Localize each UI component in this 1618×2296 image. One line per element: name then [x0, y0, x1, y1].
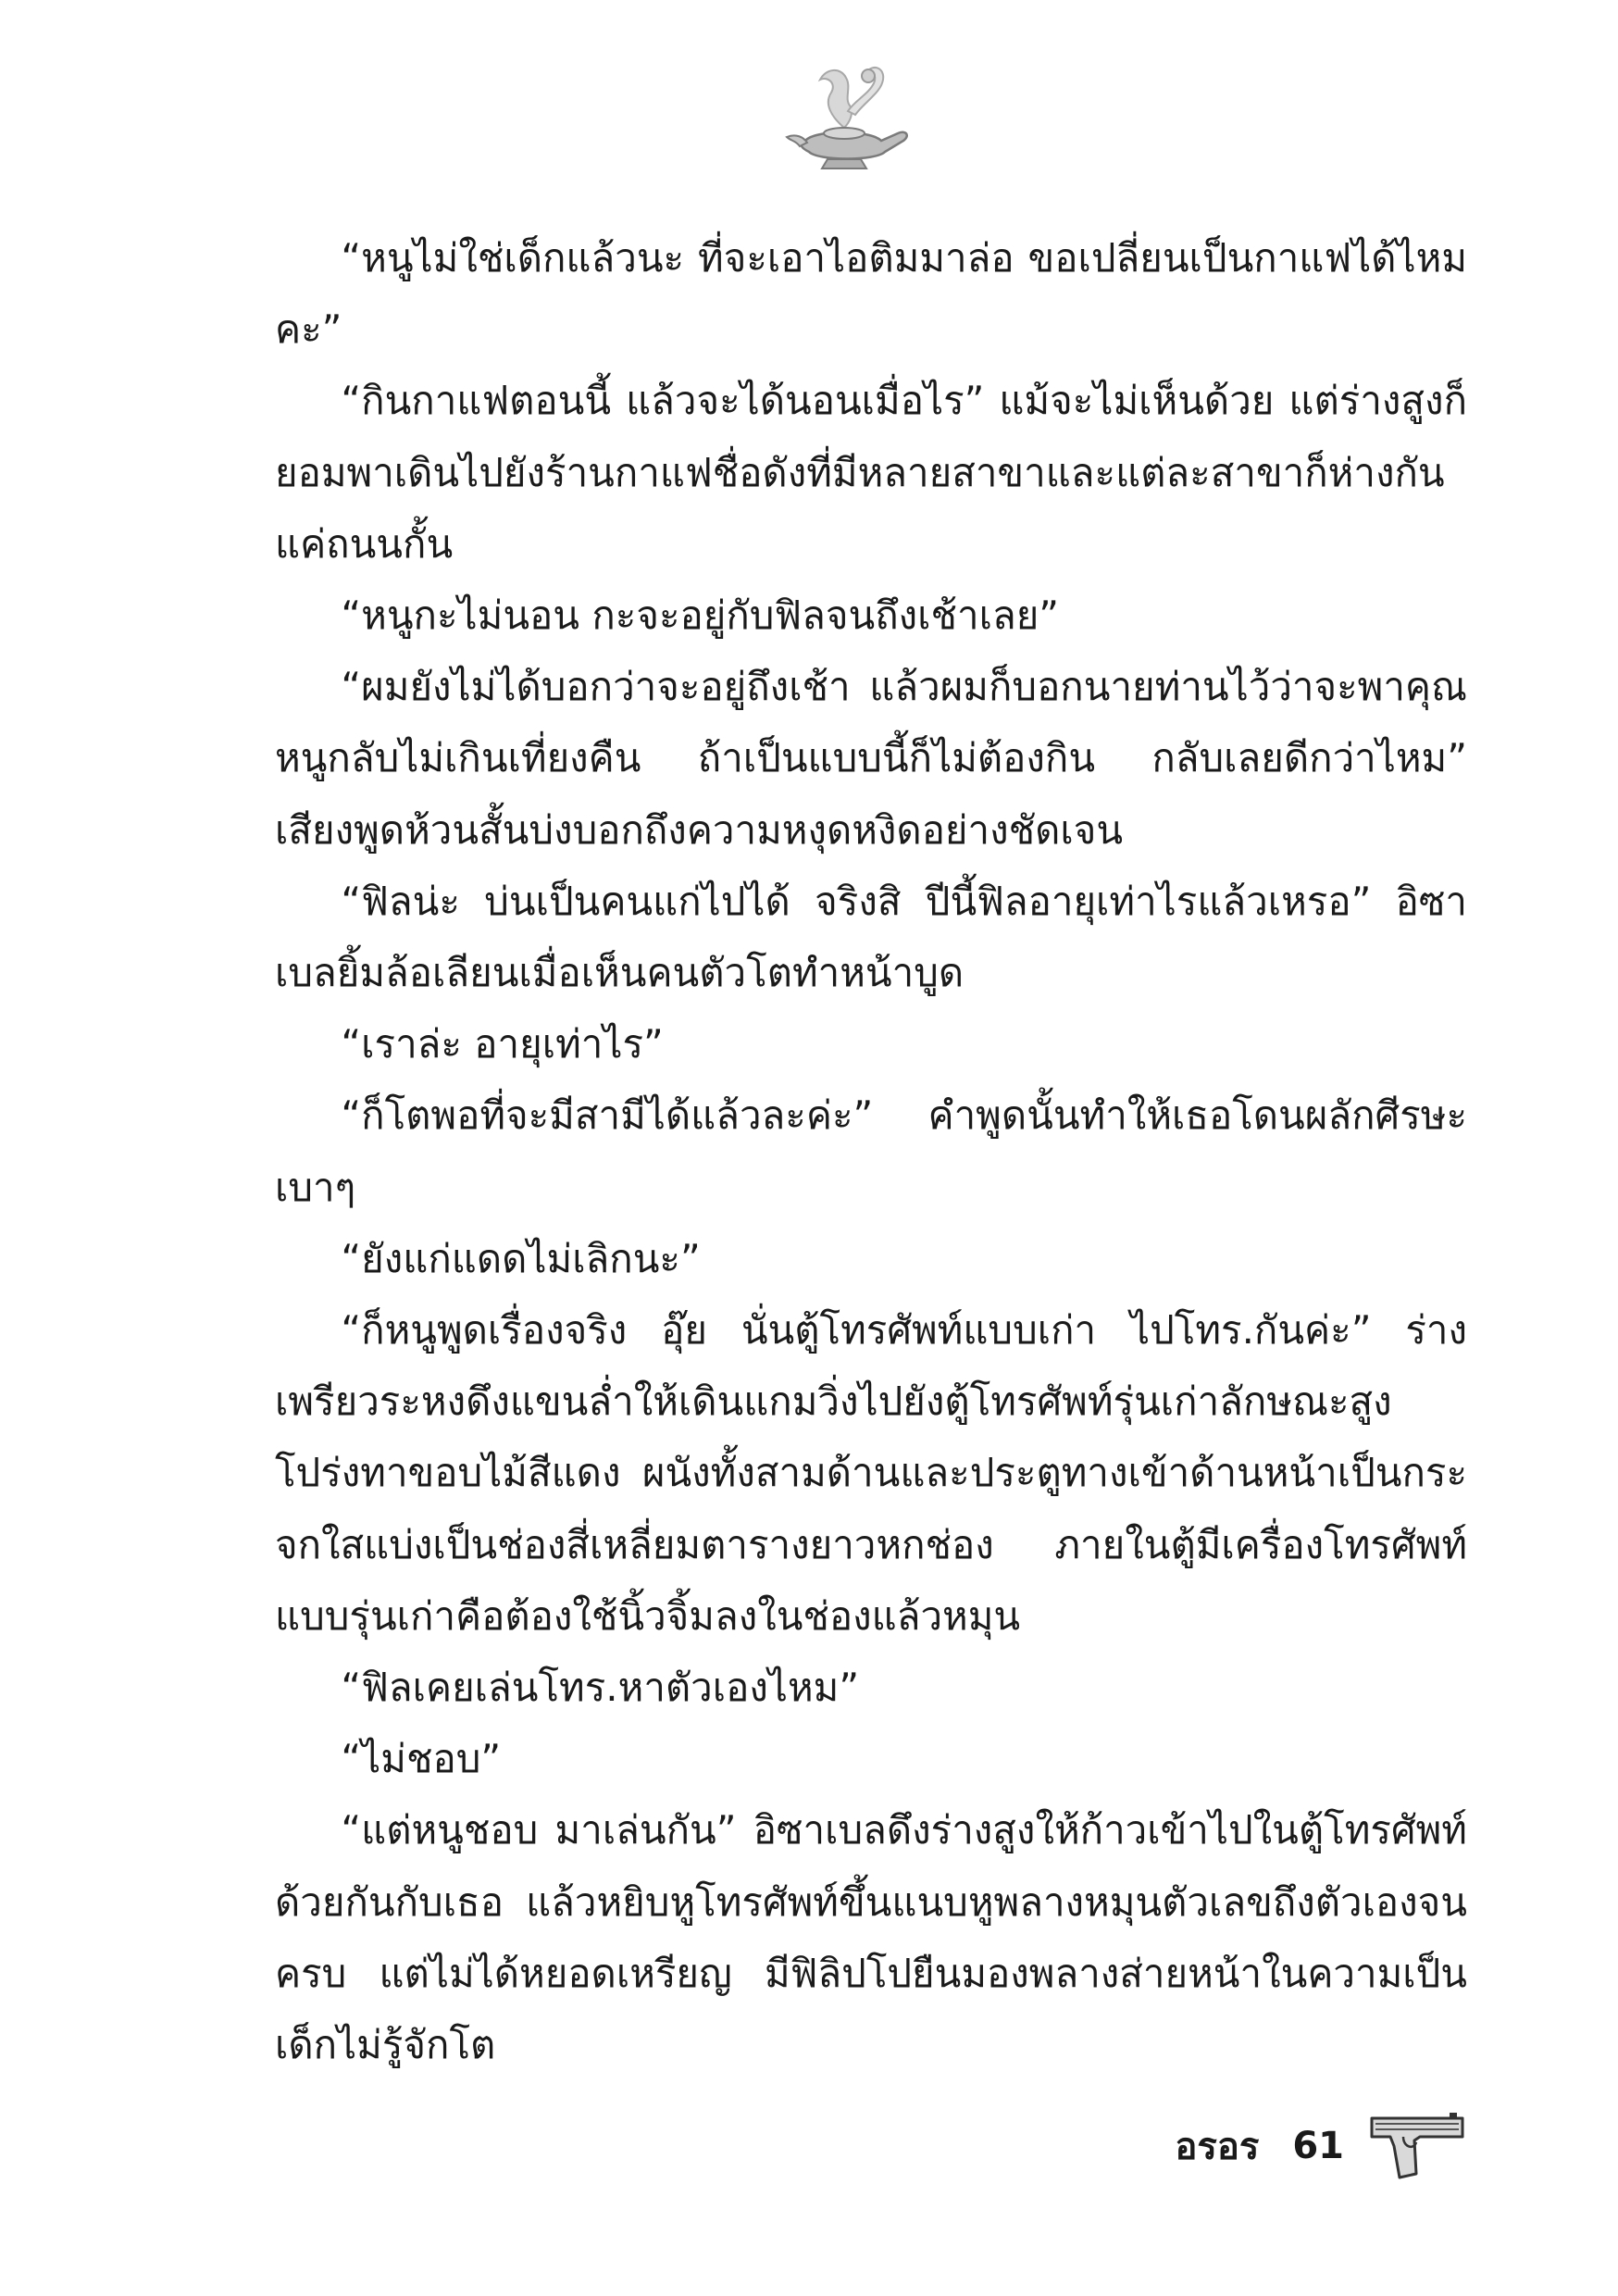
page-number: 61: [1292, 2125, 1344, 2167]
paragraph: “ฟิลน่ะ บ่นเป็นคนแก่ไปได้ จริงสิ ปีนี้ฟิลอายุเท่าไรแล้วเหรอ” อิซาเบลยิ้มล้อเลียนเมื่อเห็นคนตัวโตทำหน้าบูด: [275, 878, 1467, 996]
pistol-icon: [1366, 2109, 1468, 2183]
paragraph: “แต่หนูชอบ มาเล่นกัน” อิซาเบลดึงร่างสูงให้ก้าวเข้าไปในตู้โทรศัพท์ด้วยกันกับเธอ แล้วหยิบหูโทรศัพท์ขึ้นแนบหูพลางหมุนตัวเลขถึงตัวเองจนครบ แต่ไม่ได้หยอดเหรียญ มีฟิลิปโปยืนมองพลางส่ายหน้าในความเป็นเด็กไม่รู้จักโต: [275, 1807, 1467, 2068]
paragraph: “หนูกะไม่นอน กะจะอยู่กับฟิลจนถึงเช้าเลย”: [341, 593, 1060, 639]
body-text: [275, 222, 1467, 2080]
paragraph: “หนูไม่ใช่เด็กแล้วนะ ที่จะเอาไอติมมาล่อ ขอเปลี่ยนเป็นกาแฟได้ไหมคะ”: [275, 235, 1467, 353]
paragraph: “ฟิลเคยเล่นโทร.หาตัวเองไหม”: [341, 1665, 860, 1711]
paragraph: “ผมยังไม่ได้บอกว่าจะอยู่ถึงเช้า แล้วผมก็บอกนายท่านไว้ว่าจะพาคุณหนูกลับไม่เกินเที่ยงคืน ถ้าเป็นแบบนี้ก็ไม่ต้องกิน กลับเลยดีกว่าไหม” เสียงพูดห้วนสั้นบ่งบอกถึงความหงุดหงิดอย่างชัดเจน: [275, 664, 1467, 853]
paragraph: “เราล่ะ อายุเท่าไร”: [341, 1021, 664, 1067]
lamp-genie-icon: [759, 56, 926, 176]
paragraph: “ก็โตพอที่จะมีสามีได้แล้วละค่ะ” คำพูดนั้นทำให้เธอโดนผลักศีรษะเบาๆ: [275, 1092, 1467, 1210]
page-footer: [1175, 2100, 1468, 2192]
paragraph: “ไม่ชอบ”: [341, 1736, 502, 1782]
paragraph: “ยังแก่แดดไม่เลิกนะ”: [341, 1235, 701, 1281]
paragraph: “กินกาแฟตอนนี้ แล้วจะได้นอนเมื่อไร” แม้จะไม่เห็นด้วย แต่ร่างสูงก็ยอมพาเดินไปยังร้านกาแฟชื่อดังที่มีหลายสาขาและแต่ละสาขาก็ห่างกันแค่ถนนกั้น: [275, 378, 1467, 567]
author-name: อรอร: [1175, 2126, 1260, 2168]
paragraph: “ก็หนูพูดเรื่องจริง อุ๊ย นั่นตู้โทรศัพท์แบบเก่า ไปโทร.กันค่ะ” ร่างเพรียวระหงดึงแขนล่ำให้เดินแกมวิ่งไปยังตู้โทรศัพท์รุ่นเก่าลักษณะสูงโปร่งทาขอบไม้สีแดง ผนังทั้งสามด้านและประตูทางเข้าด้านหน้าเป็นกระจกใสแบ่งเป็นช่องสี่เหลี่ยมตารางยาวหกช่อง ภายในตู้มีเครื่องโทรศัพท์แบบรุ่นเก่าคือต้องใช้นิ้วจิ้มลงในช่องแล้วหมุน: [275, 1307, 1467, 1639]
